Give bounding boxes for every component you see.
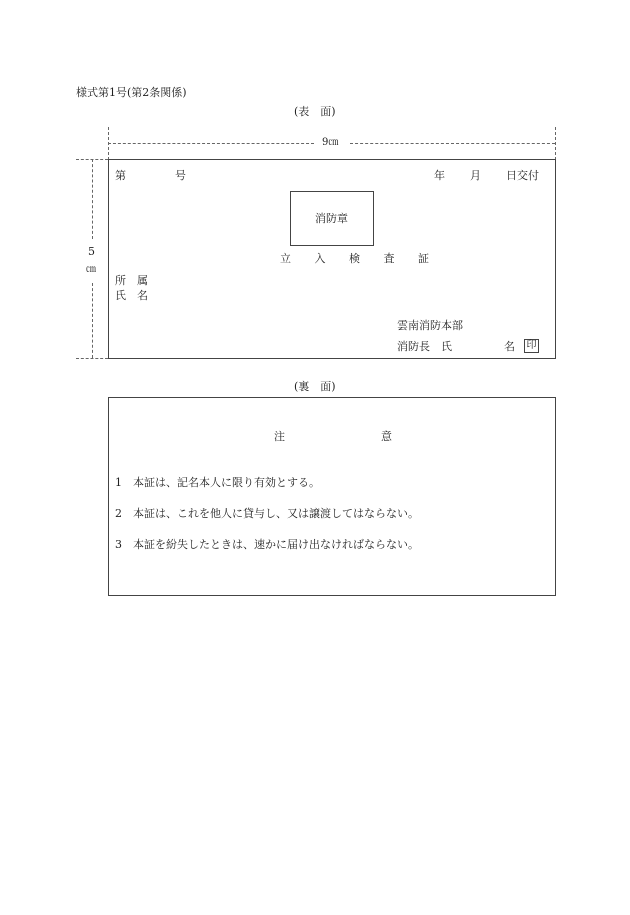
- height-guide-line-bottom: [92, 283, 93, 358]
- height-guide-bottom-tick: [76, 358, 108, 359]
- notice-heading-right: 意: [381, 430, 392, 443]
- height-label-unit: ㎝: [86, 264, 96, 275]
- issuer-title: 消防長 氏: [397, 340, 452, 353]
- seal-stamp-icon: 印: [524, 339, 539, 353]
- width-guide-right-tick: [555, 127, 556, 160]
- number-suffix: 号: [175, 169, 186, 182]
- height-label-number: 5: [88, 245, 95, 258]
- notice-item: 1 本証は、記名本人に限り有効とする。: [115, 476, 320, 489]
- form-identifier: 様式第1号(第2条関係): [76, 86, 187, 99]
- width-label: 9㎝: [322, 137, 339, 148]
- date-month: 月: [470, 169, 481, 182]
- notice-item: 2 本証は、これを他人に貸与し、又は譲渡してはならない。: [115, 507, 419, 520]
- affiliation-label: 所 属: [115, 274, 148, 287]
- back-card: [108, 397, 556, 596]
- date-year: 年: [434, 169, 445, 182]
- number-prefix: 第: [115, 169, 126, 182]
- notice-heading-left: 注: [274, 430, 285, 443]
- front-heading: (表 面): [294, 105, 336, 118]
- fire-emblem-label: 消防章: [315, 212, 348, 225]
- notice-item: 3 本証を紛失したときは、速かに届け出なければならない。: [115, 538, 419, 551]
- back-heading: (裏 面): [294, 380, 336, 393]
- issuer-name-suffix: 名: [504, 340, 515, 353]
- height-guide-line-top: [92, 159, 93, 239]
- date-day-issued: 日交付: [506, 169, 539, 182]
- width-guide-line-right: [350, 143, 555, 144]
- card-title: 立 入 検 査 証: [280, 252, 439, 265]
- width-guide-line-left: [108, 143, 314, 144]
- name-label: 氏 名: [115, 289, 148, 302]
- issuer-organization: 雲南消防本部: [397, 319, 463, 332]
